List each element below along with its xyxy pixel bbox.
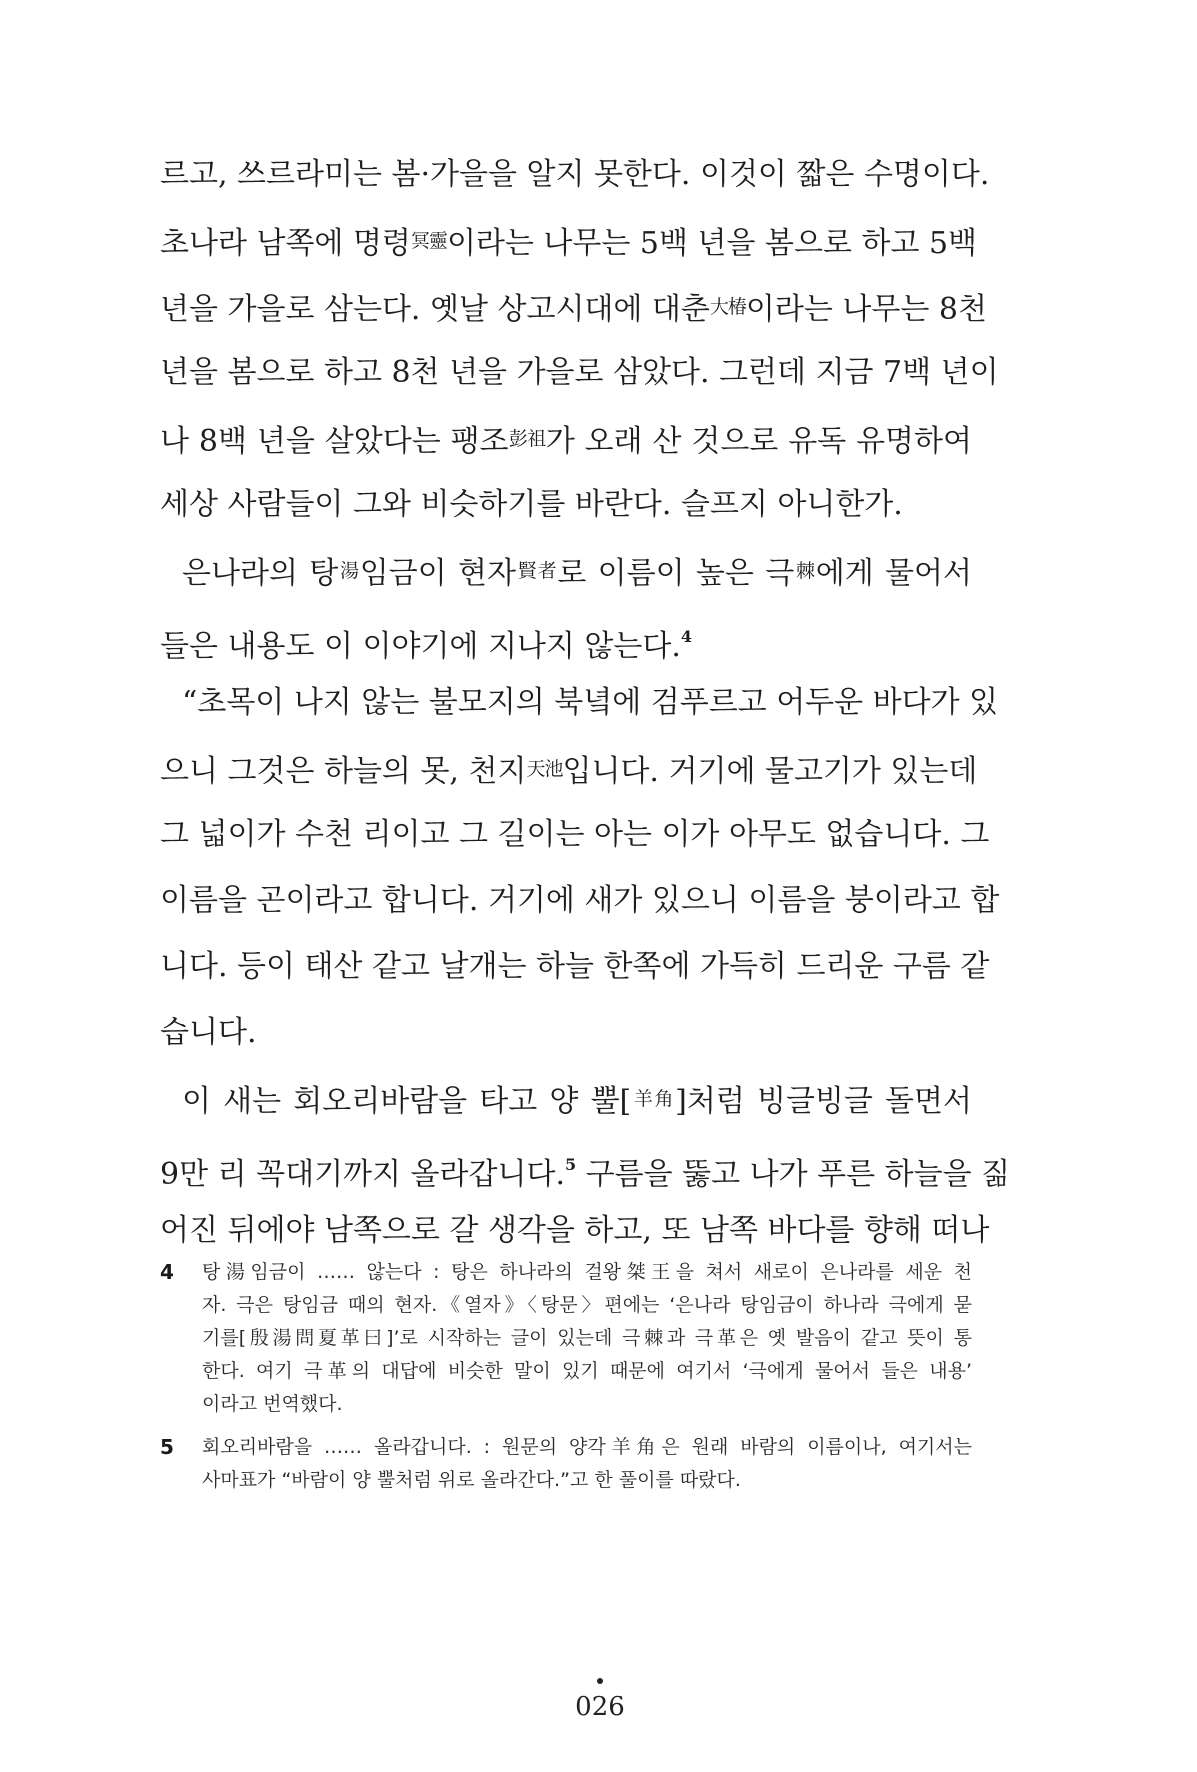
text-line bbox=[160, 802, 990, 868]
text-segment: 가 오래 산 것으로 유독 유명하여 bbox=[545, 424, 972, 459]
text-segment: 년을 가을로 삼는다. 옛날 상고시대에 대춘 bbox=[160, 292, 710, 327]
text-segment: 그 넓이가 수천 리이고 그 길이는 아는 이가 아무도 없습니다. 그 bbox=[160, 817, 990, 852]
footnote bbox=[160, 1431, 972, 1497]
text-segment: 들은 내용도 이 이야기에 지나지 않는다. bbox=[160, 629, 681, 664]
text-segment: 니다. 등이 태산 같고 날개는 하늘 한쪽에 가득히 드리운 구름 같 bbox=[160, 949, 990, 984]
text-segment: 은나라의 탕 bbox=[182, 556, 339, 591]
footnote-line: 한다. 여기 극革의 대답에 비슷한 말이 있기 때문에 여기서 ‘극에게 물어서 들은 내용’ bbox=[202, 1360, 972, 1382]
text-segment: 로 이름이 높은 극 bbox=[557, 556, 795, 591]
page-dot-ornament bbox=[597, 1678, 603, 1684]
text-line bbox=[160, 340, 999, 406]
hanja-annotation: 湯 bbox=[338, 560, 360, 582]
text-segment: “초목이 나지 않는 불모지의 북녘에 검푸르고 어두운 바다가 있 bbox=[182, 685, 999, 720]
text-line bbox=[160, 1198, 990, 1264]
footnote-line: 탕湯임금이 …… 않는다 : 탕은 하나라의 걸왕桀王을 쳐서 새로이 은나라를 세운 천 bbox=[202, 1261, 972, 1283]
page-number: 026 bbox=[575, 1692, 625, 1722]
text-line bbox=[160, 406, 972, 472]
footnote-number: 4 bbox=[160, 1260, 174, 1284]
footnote-line: 이라고 번역했다. bbox=[202, 1393, 343, 1415]
text-line bbox=[160, 868, 1000, 934]
hanja-annotation: 羊角 bbox=[631, 1088, 676, 1110]
footnotes bbox=[160, 1256, 972, 1507]
text-segment: 이름을 곤이라고 합니다. 거기에 새가 있으니 이름을 붕이라고 합 bbox=[160, 883, 1000, 918]
text-segment: ]처럼 빙글빙글 돌면서 bbox=[675, 1084, 972, 1119]
text-segment: 으니 그것은 하늘의 못, 천지 bbox=[160, 754, 527, 789]
text-segment: 이 새는 회오리바람을 타고 양 뿔[ bbox=[182, 1084, 632, 1119]
text-line bbox=[160, 274, 987, 340]
hanja-annotation: 冥靈 bbox=[410, 230, 447, 252]
text-segment: 이라는 나무는 5백 년을 봄으로 하고 5백 bbox=[446, 226, 978, 261]
footnote-line: 회오리바람을 …… 올라갑니다. : 원문의 양각羊角은 원래 바람의 이름이나, 여기서는 bbox=[202, 1436, 972, 1458]
text-segment: 르고, 쓰르라미는 봄·가을을 알지 못한다. 이것이 짧은 수명이다. bbox=[160, 157, 990, 192]
text-line bbox=[160, 736, 978, 802]
text-line bbox=[160, 934, 990, 1000]
text-line bbox=[160, 670, 999, 736]
text-segment: 입니다. 거기에 물고기가 있는데 bbox=[562, 754, 978, 789]
text-segment: 에게 물어서 bbox=[815, 556, 972, 591]
text-segment: 초나라 남쪽에 명령 bbox=[160, 226, 411, 261]
text-segment: 임금이 현자 bbox=[359, 556, 517, 591]
footnote-reference: 5 bbox=[565, 1155, 577, 1174]
text-line bbox=[160, 472, 972, 538]
hanja-annotation: 大椿 bbox=[709, 296, 746, 318]
text-line bbox=[160, 1000, 972, 1066]
text-segment: 나 8백 년을 살았다는 팽조 bbox=[160, 424, 509, 459]
footnote-line: 자. 극은 탕임금 때의 현자.《열자》〈탕문〉편에는 ‘은나라 탕임금이 하나라 극에게 묻 bbox=[202, 1294, 972, 1316]
text-line bbox=[160, 142, 990, 208]
footnote bbox=[160, 1256, 972, 1421]
text-segment: 세상 사람들이 그와 비슷하기를 바란다. 슬프지 아니한가. bbox=[160, 487, 903, 522]
text-segment: 어진 뒤에야 남쪽으로 갈 생각을 하고, 또 남쪽 바다를 향해 떠나 bbox=[160, 1213, 990, 1248]
footnote-line: 기를[殷湯問夏革曰]’로 시작하는 글이 있는데 극棘과 극革은 옛 발음이 같고 뜻이 통 bbox=[202, 1327, 972, 1349]
main-text bbox=[160, 142, 1011, 1264]
footnote-reference: 4 bbox=[680, 627, 693, 646]
text-line bbox=[160, 538, 972, 604]
footnote-line: 사마표가 “바람이 양 뿔처럼 위로 올라간다.”고 한 풀이를 따랐다. bbox=[202, 1469, 741, 1491]
text-line bbox=[160, 1066, 972, 1132]
hanja-annotation: 彭祖 bbox=[508, 428, 546, 450]
hanja-annotation: 天池 bbox=[526, 758, 563, 780]
text-segment: 습니다. bbox=[160, 1015, 257, 1050]
footnote-number: 5 bbox=[160, 1435, 174, 1459]
text-segment: 이라는 나무는 8천 bbox=[745, 292, 987, 327]
text-segment: 9만 리 꼭대기까지 올라갑니다. bbox=[160, 1157, 565, 1192]
text-segment: 구름을 뚫고 나가 푸른 하늘을 짊 bbox=[576, 1157, 1011, 1192]
text-segment: 년을 봄으로 하고 8천 년을 가을로 삼았다. 그런데 지금 7백 년이 bbox=[160, 355, 999, 390]
text-line bbox=[160, 604, 972, 670]
text-line bbox=[160, 1132, 1011, 1198]
text-line bbox=[160, 208, 978, 274]
hanja-annotation: 賢者 bbox=[516, 560, 558, 582]
hanja-annotation: 棘 bbox=[794, 560, 816, 582]
